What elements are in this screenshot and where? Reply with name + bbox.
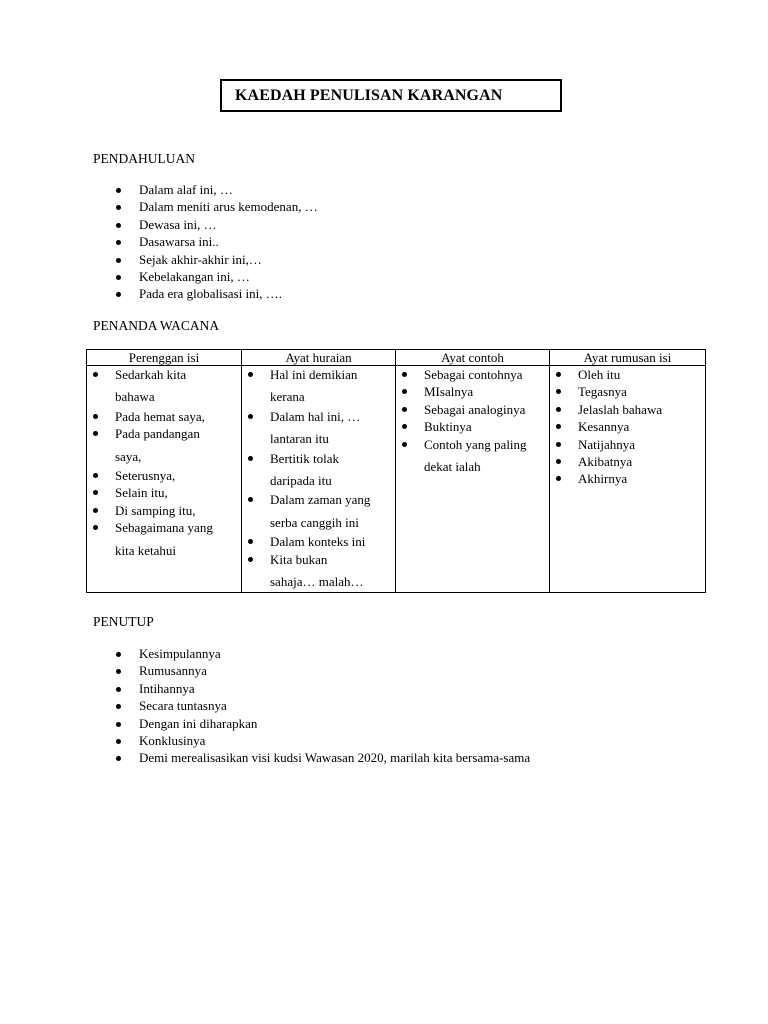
penanda-wacana-table — [86, 349, 706, 593]
list-item: Konklusinya — [113, 732, 530, 749]
list-item: Secara tuntasnya — [113, 697, 530, 714]
bullet-icon — [556, 389, 561, 394]
list-item: Dalam hal ini, … lantaran itu — [242, 408, 395, 448]
list-item: Sedarkah kita bahawa — [87, 366, 241, 406]
column-header-ayat-contoh: Ayat contoh — [396, 350, 550, 366]
bullet-icon — [248, 414, 253, 419]
list-item: Di samping itu, — [87, 502, 241, 519]
column-header-perenggan-isi: Perenggan isi — [87, 350, 242, 366]
list-item: Dewasa ini, … — [113, 216, 318, 233]
list-item: Dalam alaf ini, … — [113, 181, 318, 198]
list-item: Akhirnya — [550, 470, 705, 487]
bullet-icon — [248, 497, 253, 502]
bullet-icon — [402, 407, 407, 412]
pendahuluan-heading: PENDAHULUAN — [93, 151, 195, 166]
table-cell-perenggan-isi — [87, 366, 242, 593]
bullet-icon — [116, 240, 121, 245]
bullet-icon — [116, 258, 121, 263]
list-item: MIsalnya — [396, 383, 549, 400]
bullet-icon — [93, 490, 98, 495]
list-item: Sebagaimana yang kita ketahui — [87, 519, 241, 559]
bullet-icon — [93, 508, 98, 513]
list-item: Dalam konteks ini — [242, 533, 395, 550]
bullet-icon — [556, 424, 561, 429]
table-cell-ayat-rumusan-isi — [550, 366, 706, 593]
bullet-icon — [116, 722, 121, 727]
perenggan-isi-list — [87, 366, 241, 559]
list-item: Dasawarsa ini.. — [113, 233, 318, 250]
list-item: Oleh itu — [550, 366, 705, 383]
list-item: Buktinya — [396, 418, 549, 435]
bullet-icon — [556, 407, 561, 412]
bullet-icon — [93, 473, 98, 478]
bullet-icon — [93, 414, 98, 419]
bullet-icon — [248, 557, 253, 562]
list-item: Sebagai contohnya — [396, 366, 549, 383]
list-item: Selain itu, — [87, 484, 241, 501]
bullet-icon — [116, 205, 121, 210]
list-item: Sebagai analoginya — [396, 401, 549, 418]
bullet-icon — [116, 739, 121, 744]
list-item: Kebelakangan ini, … — [113, 268, 318, 285]
bullet-icon — [116, 704, 121, 709]
bullet-icon — [116, 188, 121, 193]
table-cell-ayat-contoh — [396, 366, 550, 593]
bullet-icon — [556, 476, 561, 481]
list-item: Jelaslah bahawa — [550, 401, 705, 418]
list-item: Contoh yang paling dekat ialah — [396, 436, 549, 476]
list-item: Dalam zaman yang serba canggih ini — [242, 491, 395, 531]
list-item: Akibatnya — [550, 453, 705, 470]
bullet-icon — [248, 539, 253, 544]
bullet-icon — [116, 223, 121, 228]
column-header-ayat-rumusan-isi: Ayat rumusan isi — [550, 350, 706, 366]
bullet-icon — [402, 372, 407, 377]
pendahuluan-list — [113, 181, 318, 303]
list-item: Kesimpulannya — [113, 645, 530, 662]
bullet-icon — [248, 456, 253, 461]
list-item: Dalam meniti arus kemodenan, … — [113, 198, 318, 215]
bullet-icon — [402, 424, 407, 429]
list-item: Pada hemat saya, — [87, 408, 241, 425]
bullet-icon — [116, 756, 121, 761]
column-header-ayat-huraian: Ayat huraian — [242, 350, 396, 366]
ayat-rumusan-isi-list — [550, 366, 705, 488]
bullet-icon — [402, 389, 407, 394]
list-item: Demi merealisasikan visi kudsi Wawasan 2020, marilah kita bersama-sama — [113, 749, 530, 766]
bullet-icon — [556, 372, 561, 377]
penanda-wacana-heading: PENANDA WACANA — [93, 318, 220, 333]
ayat-huraian-list — [242, 366, 395, 590]
penutup-heading: PENUTUP — [93, 614, 154, 629]
table-cell-ayat-huraian — [242, 366, 396, 593]
list-item: Tegasnya — [550, 383, 705, 400]
bullet-icon — [556, 442, 561, 447]
bullet-icon — [116, 292, 121, 297]
list-item: Kesannya — [550, 418, 705, 435]
bullet-icon — [93, 525, 98, 530]
bullet-icon — [248, 372, 253, 377]
bullet-icon — [93, 431, 98, 436]
list-item: Intihannya — [113, 680, 530, 697]
penutup-list — [113, 645, 530, 767]
list-item: Natijahnya — [550, 436, 705, 453]
bullet-icon — [93, 372, 98, 377]
bullet-icon — [556, 459, 561, 464]
list-item: Pada era globalisasi ini, …. — [113, 285, 318, 302]
bullet-icon — [116, 275, 121, 280]
bullet-icon — [116, 669, 121, 674]
list-item: Seterusnya, — [87, 467, 241, 484]
ayat-contoh-list — [396, 366, 549, 475]
list-item: Sejak akhir-akhir ini,… — [113, 251, 318, 268]
list-item: Rumusannya — [113, 662, 530, 679]
bullet-icon — [402, 442, 407, 447]
document-title: KAEDAH PENULISAN KARANGAN — [220, 79, 562, 112]
list-item: Pada pandangan saya, — [87, 425, 241, 465]
list-item: Bertitik tolak daripada itu — [242, 450, 395, 490]
list-item: Hal ini demikian kerana — [242, 366, 395, 406]
list-item: Kita bukan sahaja… malah… — [242, 551, 395, 591]
bullet-icon — [116, 652, 121, 657]
list-item: Dengan ini diharapkan — [113, 715, 530, 732]
bullet-icon — [116, 687, 121, 692]
